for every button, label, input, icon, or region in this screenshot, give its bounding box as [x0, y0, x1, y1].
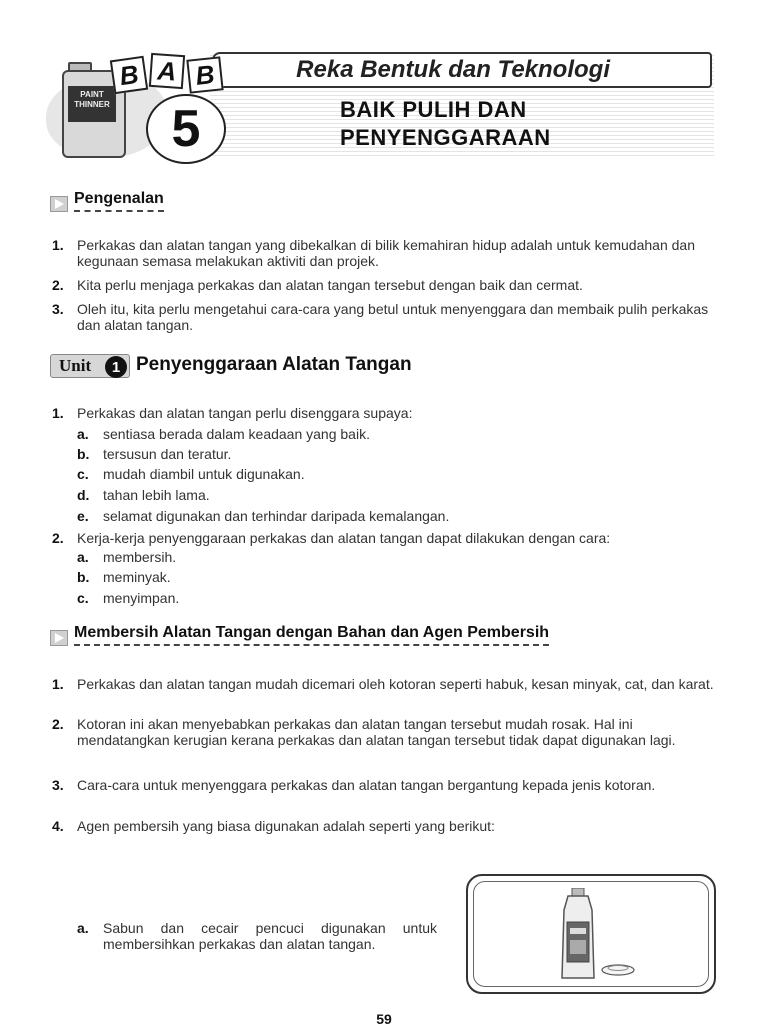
- unit-item-1: 1. Perkakas dan alatan tangan perlu disenggara supaya:: [52, 405, 413, 421]
- intro-item-1: 1. Perkakas dan alatan tangan yang dibekalkan di bilik kemahiran hidup adalah untuk kemudahan dan kegunaan semasa melakukan aktiviti dan projek.: [52, 237, 695, 269]
- unit-item2-subitem-c: c. menyimpan.: [77, 590, 180, 606]
- paint-can-label: PAINT THINNER: [68, 86, 116, 122]
- unit-subitem-d: d. tahan lebih lama.: [77, 487, 210, 503]
- intro-item-2: 2. Kita perlu menjaga perkakas dan alatan tangan tersebut dengan baik dan cermat.: [52, 277, 583, 293]
- bab-letter-b1: B: [110, 56, 148, 94]
- play-arrow-icon: [50, 630, 68, 646]
- chapter-title-line1: BAIK PULIH DAN: [340, 97, 527, 122]
- unit-title: Penyenggaraan Alatan Tangan: [136, 354, 412, 375]
- unit-subitem-a: a. sentiasa berada dalam keadaan yang baik.: [77, 426, 370, 442]
- unit-item2-subitem-a: a. membersih.: [77, 549, 177, 565]
- chapter-number: 5: [146, 94, 226, 164]
- chapter-title: [340, 96, 670, 152]
- page-number: 59: [376, 1011, 392, 1027]
- bab-letter-b2: B: [186, 56, 223, 93]
- unit-item-2: 2. Kerja-kerja penyenggaraan perkakas dan alatan tangan dapat dilakukan dengan cara:: [52, 530, 611, 546]
- cleaning-subitem-a: a. Sabun dan cecair pencuci digunakan untuk membersihkan perkakas dan alatan tangan.: [77, 920, 437, 952]
- unit-badge: Unit 1: [50, 354, 130, 378]
- cleaning-item-4: 4. Agen pembersih yang biasa digunakan adalah seperti yang berikut:: [52, 818, 495, 834]
- unit-subitem-e: e. selamat digunakan dan terhindar daripada kemalangan.: [77, 508, 450, 524]
- unit-number: 1: [105, 356, 127, 378]
- cleaning-item-2: 2. Kotoran ini akan menyebabkan perkakas dan alatan tangan tersebut mudah rosak. Hal ini mendatangkan kerugian kerana perkakas dan alatan tangan tersebut tidak dapat digunakan lagi.: [52, 716, 676, 748]
- play-arrow-icon: [50, 196, 68, 212]
- detergent-picture-frame: [466, 874, 716, 994]
- cleaning-item-1: 1. Perkakas dan alatan tangan mudah dicemari oleh kotoran seperti habuk, kesan minyak, cat, dan karat.: [52, 676, 714, 692]
- unit-item2-subitem-b: b. meminyak.: [77, 569, 171, 585]
- cleaning-heading-text: Membersih Alatan Tangan dengan Bahan dan Agen Pembersih: [74, 624, 549, 646]
- subject-banner: [212, 52, 712, 88]
- cleaning-item-3: 3. Cara-cara untuk menyenggara perkakas dan alatan tangan bergantung kepada jenis kotoran.: [52, 777, 656, 793]
- unit-subitem-b: b. tersusun dan teratur.: [77, 446, 232, 462]
- intro-item-3: 3. Oleh itu, kita perlu mengetahui cara-cara yang betul untuk menyenggara dan membaik pulih perkakas dan alatan tangan.: [52, 301, 709, 333]
- chapter-title-line2: PENYENGGARAAN: [340, 125, 551, 150]
- subject-title: Reka Bentuk dan Teknologi: [296, 56, 610, 83]
- intro-heading-text: Pengenalan: [74, 190, 164, 212]
- cleaning-heading: [50, 624, 549, 646]
- detergent-bottle-icon: [558, 888, 648, 984]
- unit-subitem-c: c. mudah diambil untuk digunakan.: [77, 466, 305, 482]
- bab-letter-a: A: [149, 53, 185, 89]
- intro-heading: [50, 190, 164, 212]
